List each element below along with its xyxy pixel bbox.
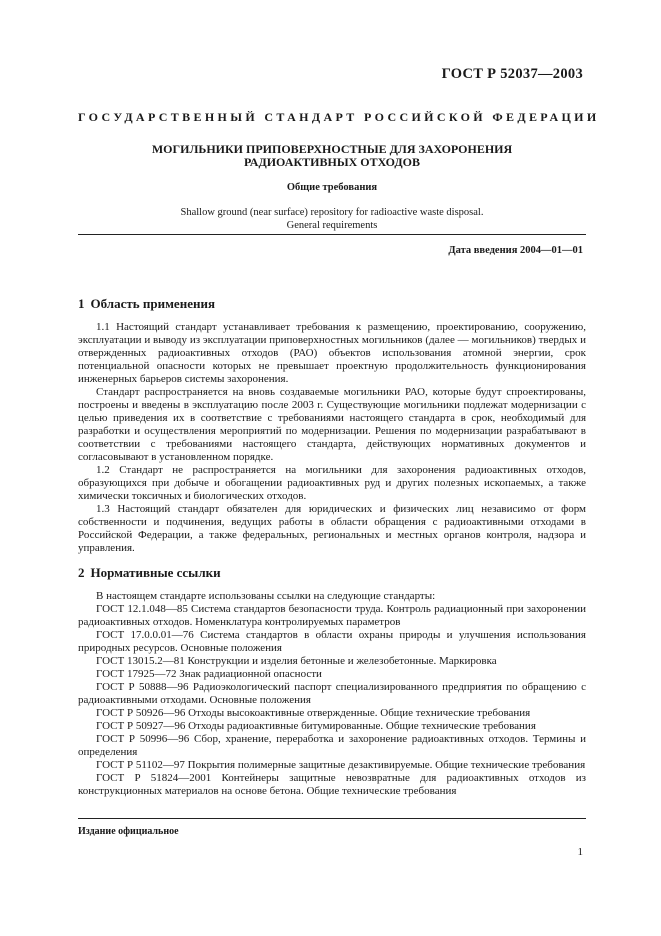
official-edition-label: Издание официальное bbox=[78, 826, 179, 837]
paragraph-1-3: 1.3 Настоящий стандарт обязателен для юридических и физических лиц независимо от форм собственности и подчинения, ведущих работы в области обращения с радиоактивными отходами в Российской Федерации, а также федеральных, региональных и местных органов контроля, надзора и управления. bbox=[78, 503, 586, 554]
section-2-title: Нормативные ссылки bbox=[90, 565, 221, 580]
reference-item: ГОСТ 17925—72 Знак радиационной опасности bbox=[96, 668, 322, 680]
reference-item: ГОСТ Р 50888—96 Радиоэкологический паспорт специализированного предприятия по обращению с радиоактивными отходами. Основные положения bbox=[78, 681, 586, 706]
section-2-heading bbox=[78, 565, 221, 581]
reference-item: ГОСТ 13015.2—81 Конструкции и изделия бетонные и железобетонные. Маркировка bbox=[96, 655, 497, 667]
reference-item: ГОСТ Р 51102—97 Покрытия полимерные защитные дезактивируемые. Общие технические требования bbox=[96, 759, 586, 771]
paragraph-scope: Стандарт распространяется на вновь создаваемые могильники РАО, которые будут спроектированы, построены и введены в эксплуатацию после 2003 г. Существующие могильники подлежат модернизации с целью приведения их в соответствие с требованиями настоящего стандарта в срок, необходимый для разработки и осуществления мероприятий по модернизации. Решения по модернизации разрабатывают в соответствии с требованиями настоящего стандарта, действующих нормативных документов и согласовывают в установленном порядке. bbox=[78, 386, 586, 463]
english-title-line-2: General requirements bbox=[286, 220, 378, 231]
paragraph-1-1: 1.1 Настоящий стандарт устанавливает требования к размещению, проектированию, сооружению, эксплуатации и выводу из эксплуатации приповерхностных могильников (далее — могильников) твердых и отвержденных радиоактивных отходов (РАО) объектов использования атомной энергии, срок потенциальной опасности которых не превышает проектную продолжительность функционирования инженерных барьеров системы захоронения. bbox=[78, 321, 586, 385]
section-1-heading bbox=[78, 296, 215, 312]
section-2-number: 2 bbox=[78, 565, 85, 580]
document-id: ГОСТ Р 52037—2003 bbox=[441, 66, 583, 82]
header-divider bbox=[78, 234, 586, 235]
paragraph-1-2: 1.2 Стандарт не распространяется на могильники для захоронения радиоактивных отходов, образующихся при добыче и обогащении радиоактивных руд и других полезных ископаемых, а также химически токсичных и биологических отходов. bbox=[78, 464, 586, 502]
english-title bbox=[78, 206, 586, 232]
document-subtitle: Общие требования bbox=[286, 182, 378, 193]
title-line-1: МОГИЛЬНИКИ ПРИПОВЕРХНОСТНЫЕ ДЛЯ ЗАХОРОНЕНИЯ bbox=[151, 142, 513, 156]
introduction-date: Дата введения 2004—01—01 bbox=[448, 245, 583, 256]
reference-item: ГОСТ Р 50926—96 Отходы высокоактивные отвержденные. Общие технические требования bbox=[96, 707, 531, 719]
title-line-2: РАДИОАКТИВНЫХ ОТХОДОВ bbox=[243, 155, 420, 169]
page-number: 1 bbox=[577, 846, 583, 858]
reference-item: ГОСТ 17.0.0.01—76 Система стандартов в области охраны природы и улучшения использования природных ресурсов. Основные положения bbox=[78, 629, 586, 654]
section-1-body bbox=[78, 321, 586, 555]
reference-item: ГОСТ Р 50927—96 Отходы радиоактивные битумированные. Общие технические требования bbox=[96, 720, 536, 732]
section-2-body bbox=[78, 590, 586, 798]
state-standard-heading: ГОСУДАРСТВЕННЫЙ СТАНДАРТ РОССИЙСКОЙ ФЕДЕРАЦИИ bbox=[78, 110, 600, 124]
english-title-line-1: Shallow ground (near surface) repository for radioactive waste disposal. bbox=[180, 207, 484, 218]
references-intro: В настоящем стандарте использованы ссылки на следующие стандарты: bbox=[96, 590, 436, 602]
footer-divider bbox=[78, 818, 586, 819]
section-1-number: 1 bbox=[78, 296, 85, 311]
reference-item: ГОСТ Р 51824—2001 Контейнеры защитные невозвратные для радиоактивных отходов из конструкционных материалов на основе бетона. Общие технические требования bbox=[78, 772, 586, 797]
document-title bbox=[78, 143, 586, 169]
reference-item: ГОСТ 12.1.048—85 Система стандартов безопасности труда. Контроль радиационный при захоронении радиоактивных отходов. Номенклатура контролируемых параметров bbox=[78, 603, 586, 628]
reference-item: ГОСТ Р 50996—96 Сбор, хранение, переработка и захоронение радиоактивных отходов. Термины и определения bbox=[78, 733, 586, 758]
section-1-title: Область применения bbox=[90, 296, 215, 311]
